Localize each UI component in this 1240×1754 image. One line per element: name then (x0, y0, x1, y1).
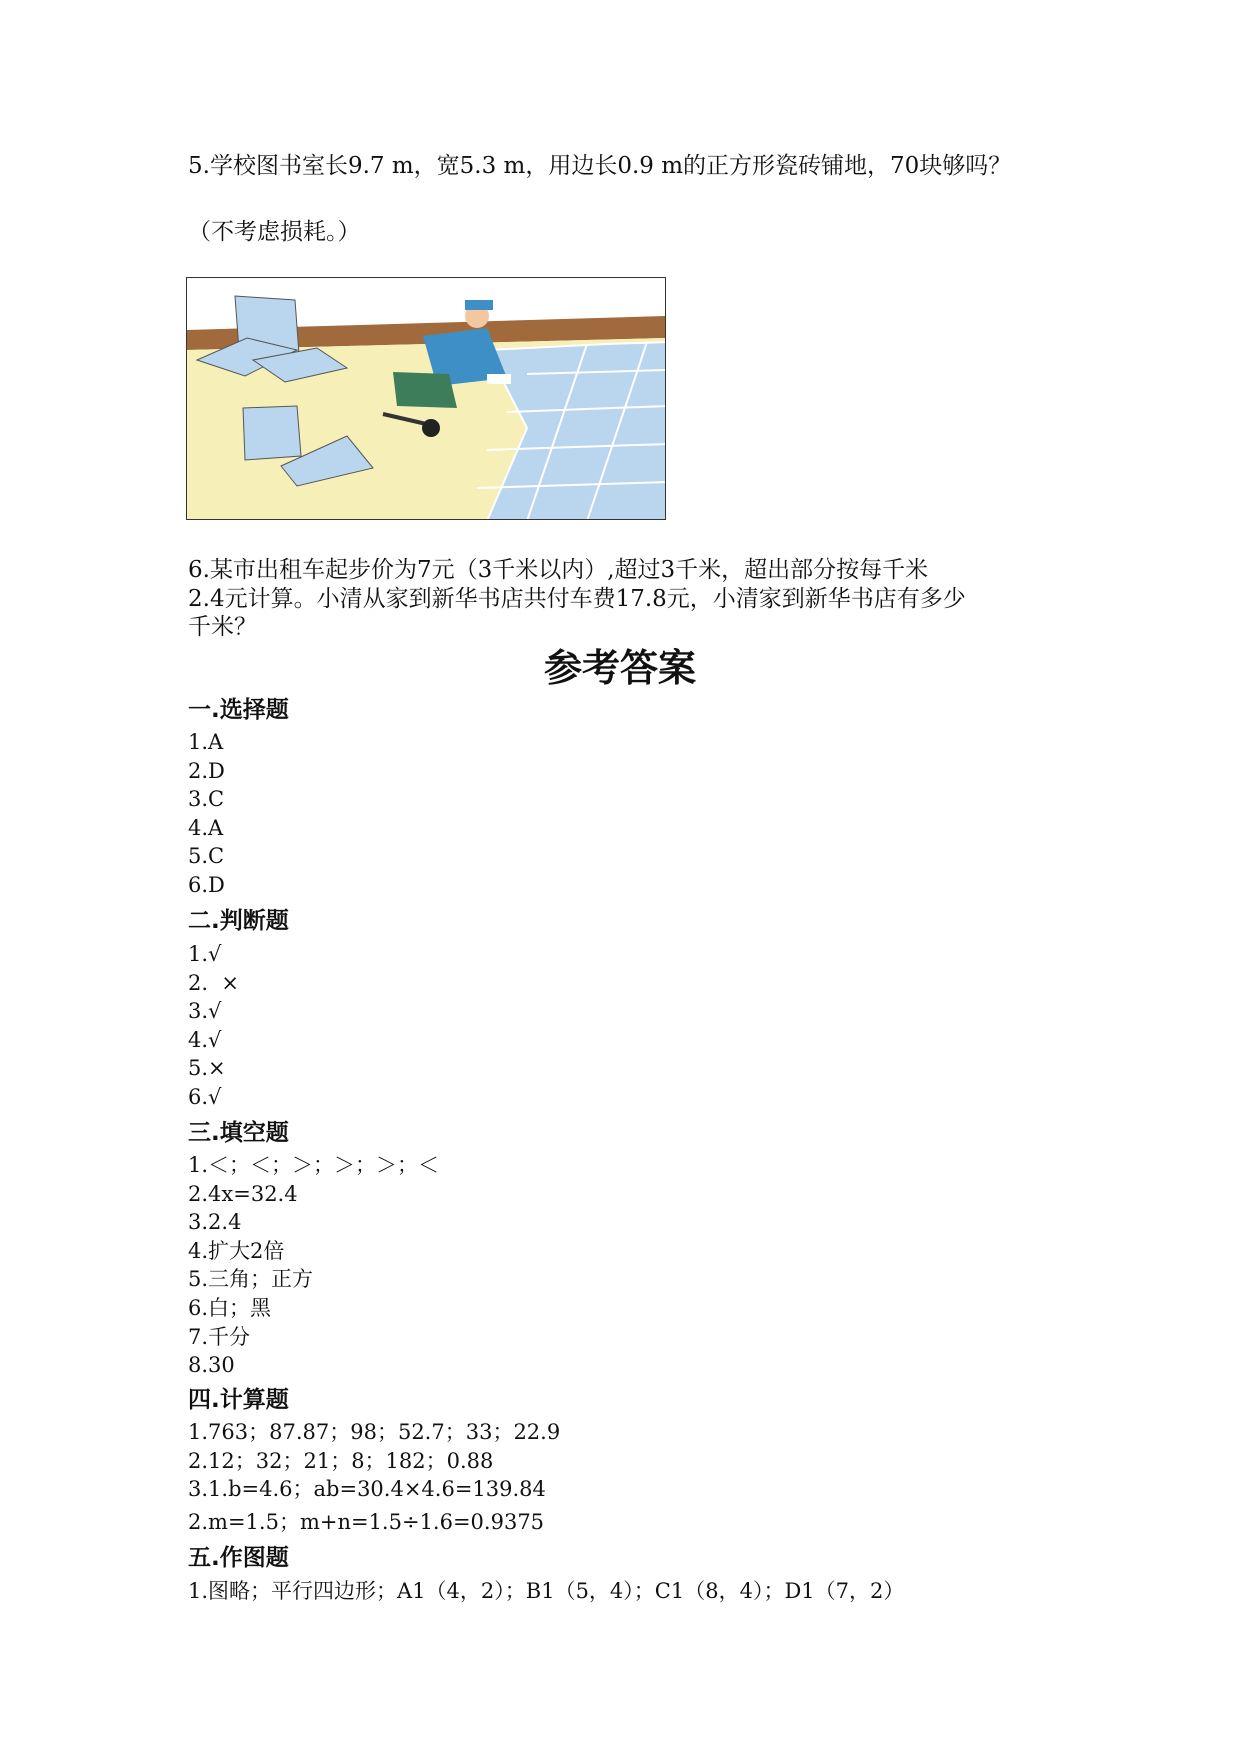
answer-item: 2. × (188, 970, 239, 995)
question-5-line-1: 5.学校图书室长9.7 m，宽5.3 m，用边长0.9 m的正方形瓷砖铺地，70块够吗？ (188, 153, 1012, 179)
section-heading-choice: 一.选择题 (188, 697, 289, 723)
section-list-judgement (188, 940, 239, 1112)
answers-title: 参考答案 (543, 646, 696, 690)
answer-item: 5.三角；正方 (188, 1267, 314, 1292)
answer-item: 6.白；黑 (188, 1295, 272, 1320)
tiling-illustration (186, 277, 666, 520)
answer-item: 3.√ (188, 999, 222, 1024)
worker-laying-tiles-image (187, 278, 666, 520)
section-list-drawing (188, 1577, 904, 1606)
section-heading-fill-blank: 三.填空题 (188, 1120, 289, 1146)
answer-item: 2.m=1.5；m+n=1.5÷1.6=0.9375 (188, 1509, 545, 1534)
section-heading-calculation: 四.计算题 (188, 1387, 289, 1413)
answer-item: 6.√ (188, 1084, 222, 1109)
answer-item: 1.A (188, 730, 224, 754)
answer-item: 1.图略；平行四边形；A1（4，2）；B1（5，4）；C1（8，4）；D1（7，2） (188, 1579, 905, 1603)
answer-item: 5.× (188, 1056, 226, 1081)
section-list-calculation (188, 1418, 560, 1536)
question-6 (188, 556, 1068, 642)
section-list-fill-blank (188, 1151, 439, 1380)
answer-item: 4.扩大2倍 (188, 1238, 285, 1263)
answer-item: 3.2.4 (188, 1210, 242, 1235)
answer-item: 1.763；87.87；98；52.7；33；22.9 (188, 1420, 561, 1444)
question-6-line-2: 2.4元计算。小清从家到新华书店共付车费17.8元，小清家到新华书店有多少 (188, 585, 966, 612)
answer-item: 2.12；32；21；8；182；0.88 (188, 1448, 494, 1473)
answer-item: 4.A (188, 815, 224, 840)
question-5-line-2: （不考虑损耗。） (188, 219, 361, 245)
answer-item: 5.C (188, 844, 225, 869)
answer-item: 6.D (188, 872, 225, 897)
question-6-line-3: 千米？ (188, 614, 257, 640)
answer-item: 8.30 (188, 1353, 235, 1378)
question-6-line-1: 6.某市出租车起步价为7元（3千米以内）,超过3千米，超出部分按每千米 (188, 557, 929, 583)
answer-item: 2.4x=32.4 (188, 1181, 298, 1206)
answer-item: 7.千分 (188, 1324, 251, 1349)
section-list-choice (188, 728, 225, 900)
answer-item: 2.D (188, 758, 225, 783)
answer-item: 3.1.b=4.6；ab=30.4×4.6=139.84 (188, 1477, 546, 1502)
answer-item: 1.√ (188, 942, 222, 966)
answer-item: 1.＜；＜；＞；＞；＞；＜ (188, 1153, 440, 1177)
answer-item: 4.√ (188, 1027, 222, 1052)
section-heading-drawing: 五.作图题 (188, 1545, 289, 1571)
section-heading-judgement: 二.判断题 (188, 908, 289, 934)
answer-item: 3.C (188, 787, 225, 812)
